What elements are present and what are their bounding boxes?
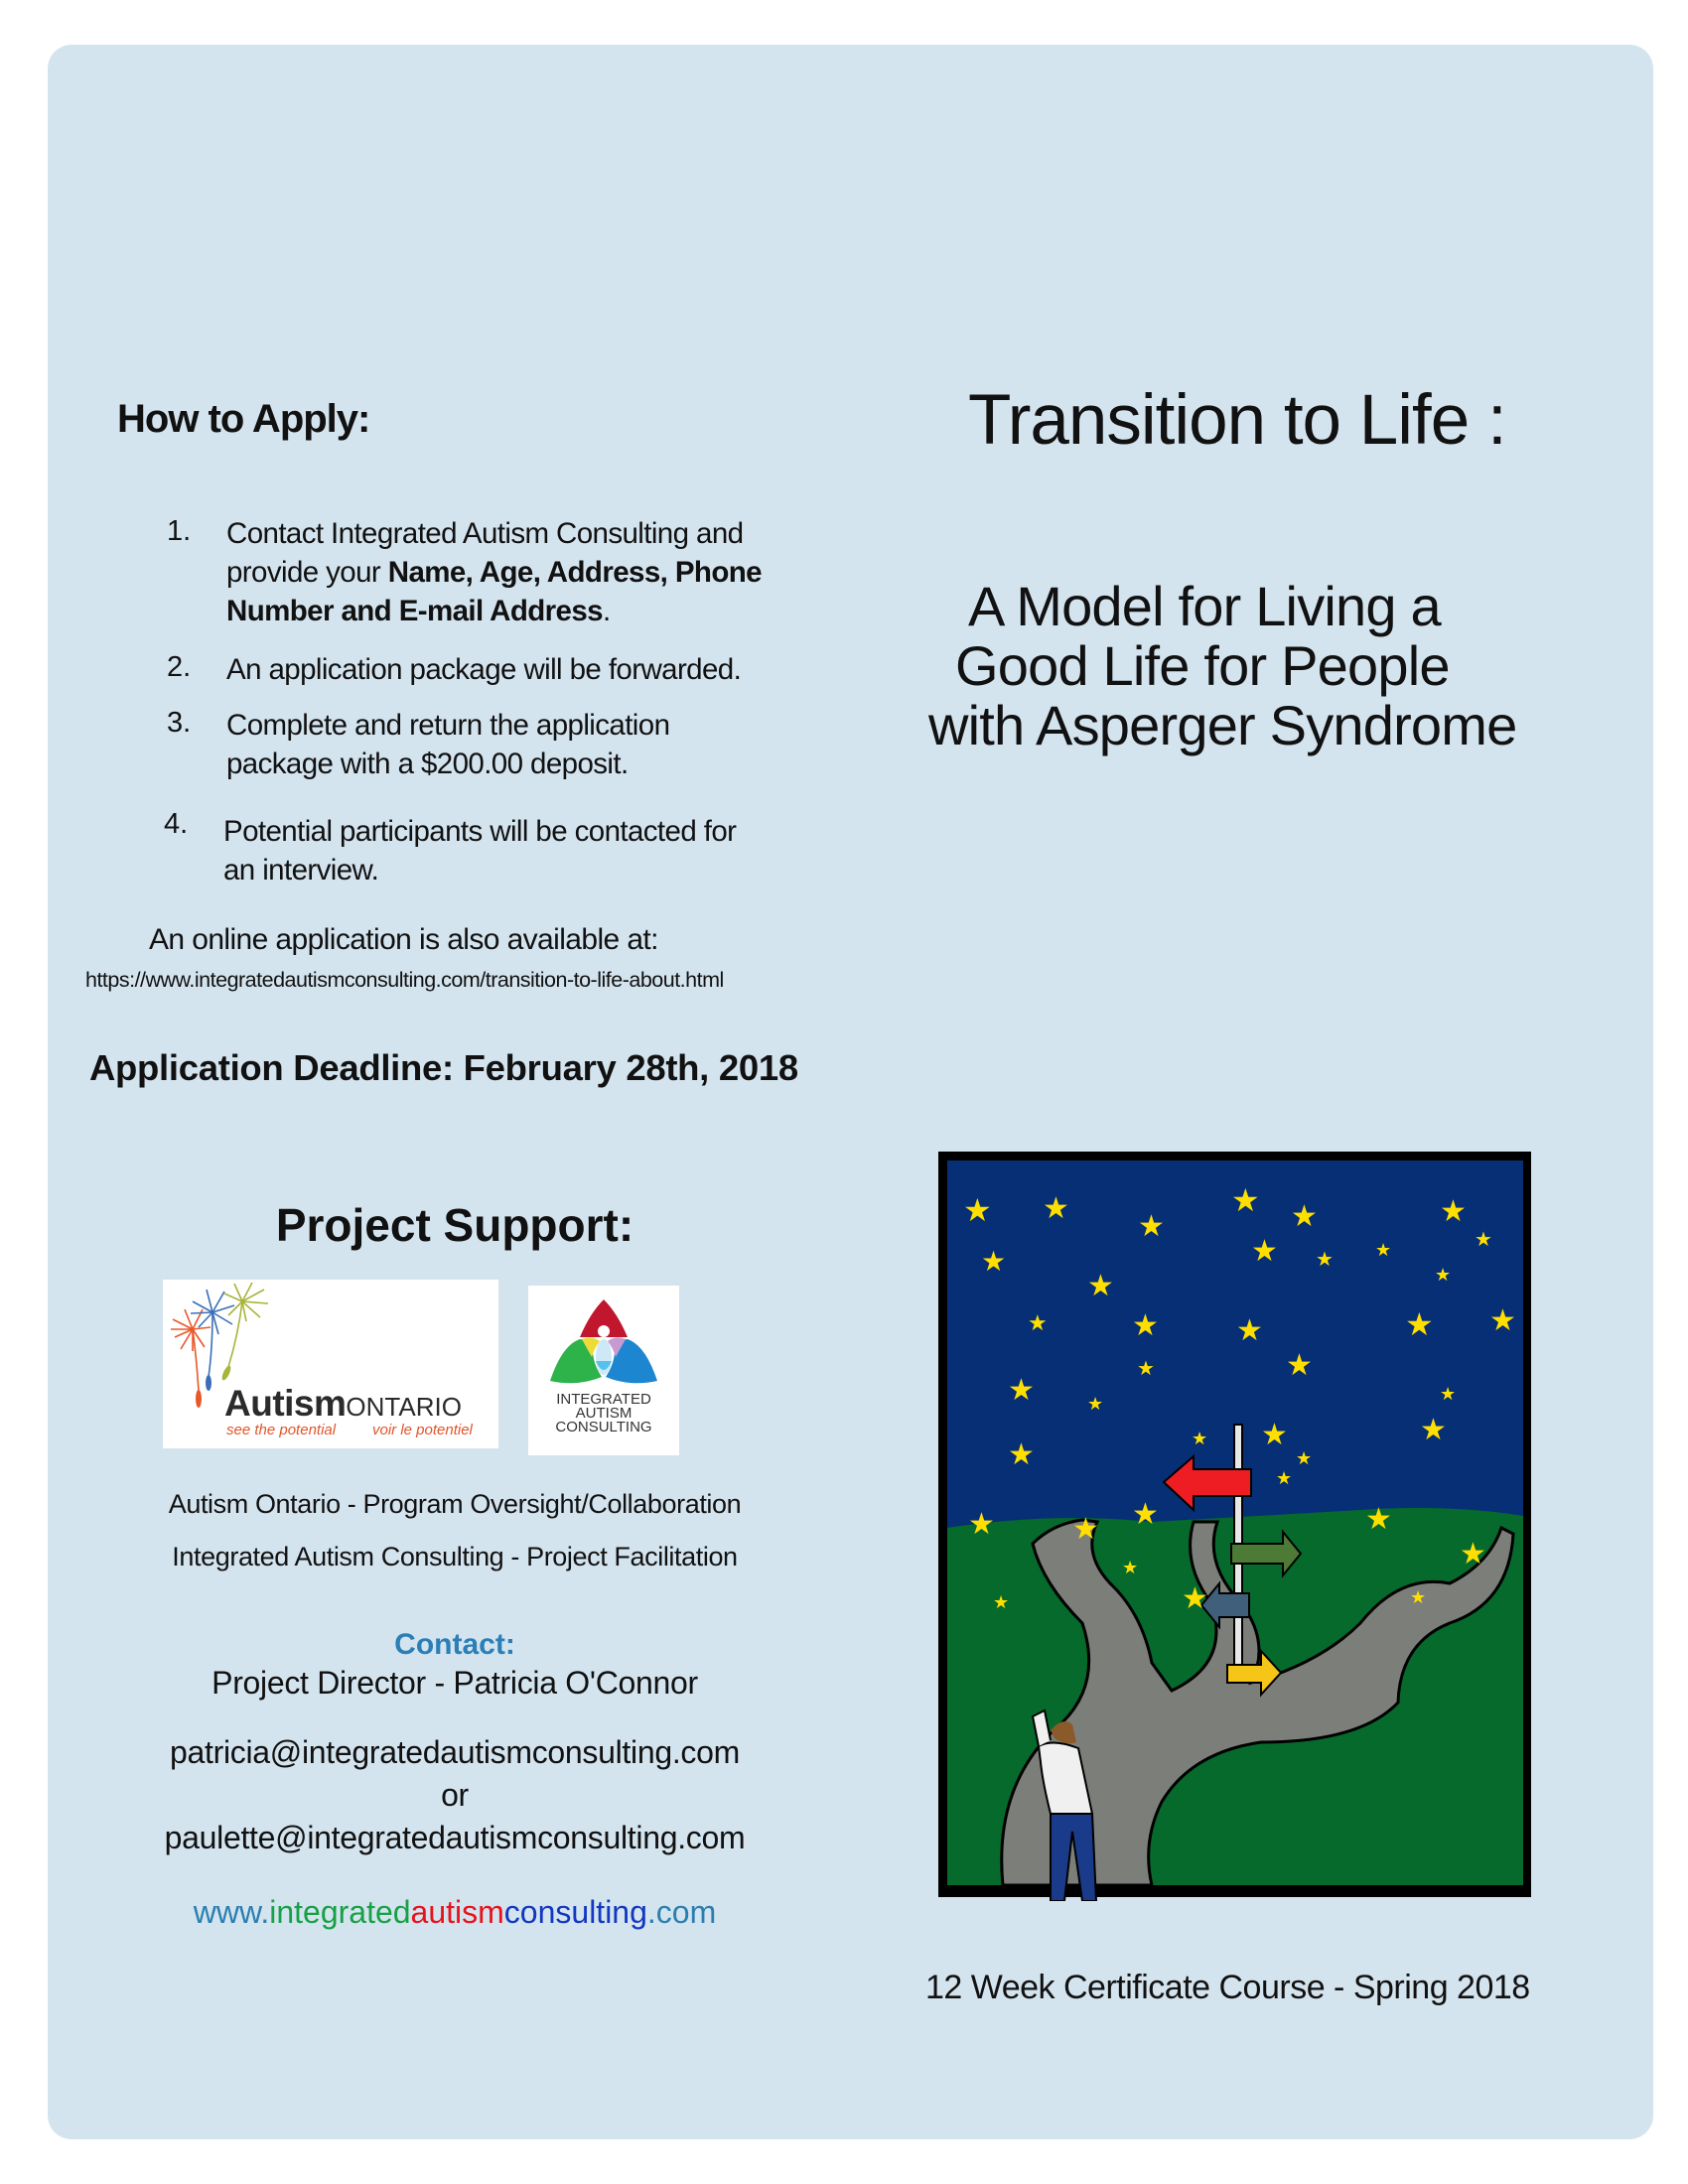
svg-text:★: ★ bbox=[1087, 1394, 1104, 1414]
svg-text:★: ★ bbox=[968, 1508, 995, 1541]
svg-text:★: ★ bbox=[1138, 1210, 1165, 1243]
crossroads-illustration bbox=[933, 1147, 1535, 1901]
subtitle-line: Good Life for People bbox=[955, 634, 1450, 697]
svg-text:★: ★ bbox=[1008, 1438, 1035, 1471]
step-text: Potential participants will be contacted for an interview. bbox=[223, 815, 737, 887]
svg-text:★: ★ bbox=[1132, 1309, 1159, 1342]
svg-text:★: ★ bbox=[1028, 1310, 1048, 1335]
tagline-fr: voir le potentiel bbox=[372, 1422, 473, 1438]
svg-text:★: ★ bbox=[1072, 1513, 1099, 1546]
svg-text:★: ★ bbox=[1132, 1498, 1159, 1531]
main-title: Transition to Life : bbox=[968, 381, 1506, 460]
course-info: 12 Week Certificate Course - Spring 2018 bbox=[925, 1969, 1530, 2006]
step-text: Contact Integrated Autism Consulting and provide your Name, Age, Address, Phone Number and E-mail Address. bbox=[226, 517, 762, 627]
step-number: 4. bbox=[164, 808, 189, 840]
svg-text:★: ★ bbox=[963, 1192, 992, 1228]
or-separator: or bbox=[441, 1777, 469, 1813]
svg-text:★: ★ bbox=[1137, 1358, 1155, 1380]
svg-text:★: ★ bbox=[1286, 1349, 1313, 1382]
svg-text:★: ★ bbox=[1251, 1235, 1278, 1268]
svg-text:★: ★ bbox=[1460, 1538, 1486, 1570]
svg-text:★: ★ bbox=[1435, 1265, 1452, 1285]
svg-text:★: ★ bbox=[1261, 1419, 1288, 1451]
svg-text:★: ★ bbox=[1405, 1306, 1434, 1342]
svg-text:★: ★ bbox=[1410, 1587, 1427, 1607]
svg-text:★: ★ bbox=[1291, 1200, 1318, 1233]
email-paulette[interactable]: paulette@integratedautismconsulting.com bbox=[164, 1820, 746, 1855]
step-number: 3. bbox=[167, 707, 192, 739]
svg-text:★: ★ bbox=[1087, 1270, 1114, 1302]
sponsor-role: Integrated Autism Consulting - Project Facilitation bbox=[172, 1542, 738, 1571]
sponsor-role: Autism Ontario - Program Oversight/Collaboration bbox=[168, 1489, 742, 1519]
iac-wordmark: INTEGRATED AUTISM CONSULTING bbox=[555, 1391, 652, 1435]
svg-text:★: ★ bbox=[1316, 1249, 1334, 1271]
subtitle-line: with Asperger Syndrome bbox=[928, 694, 1517, 756]
contact-label: Contact: bbox=[394, 1628, 515, 1661]
svg-text:★: ★ bbox=[1182, 1582, 1208, 1615]
iac-logo bbox=[528, 1286, 679, 1455]
online-application-link[interactable]: https://www.integratedautismconsulting.com/transition-to-life-about.html bbox=[85, 968, 724, 992]
starry-night-crossroads-icon bbox=[933, 1147, 1535, 1901]
tagline-en: see the potential bbox=[226, 1422, 337, 1438]
svg-text:★: ★ bbox=[1420, 1414, 1447, 1446]
svg-text:★: ★ bbox=[1440, 1384, 1457, 1404]
step-text: Complete and return the application package with a $200.00 deposit. bbox=[226, 709, 670, 780]
svg-text:★: ★ bbox=[1296, 1448, 1313, 1468]
autism-ontario-wordmark: AutismONTARIO bbox=[224, 1383, 462, 1424]
svg-text:★: ★ bbox=[1192, 1429, 1208, 1448]
svg-text:★: ★ bbox=[1276, 1468, 1293, 1488]
how-to-apply-heading: How to Apply: bbox=[117, 397, 370, 441]
step-number: 2. bbox=[167, 651, 192, 683]
svg-text:★: ★ bbox=[1122, 1558, 1139, 1577]
step-number: 1. bbox=[167, 515, 192, 547]
svg-text:★: ★ bbox=[993, 1592, 1010, 1612]
svg-text:★: ★ bbox=[1236, 1314, 1263, 1347]
step-text: An application package will be forwarded. bbox=[226, 653, 742, 686]
autism-ontario-logo bbox=[163, 1280, 498, 1448]
svg-text:★: ★ bbox=[981, 1246, 1007, 1277]
svg-text:★: ★ bbox=[1365, 1503, 1392, 1536]
application-deadline: Application Deadline: February 28th, 2018 bbox=[89, 1047, 798, 1088]
svg-text:★: ★ bbox=[1375, 1240, 1392, 1260]
svg-text:★: ★ bbox=[1489, 1304, 1516, 1337]
project-support-heading: Project Support: bbox=[275, 1199, 634, 1251]
svg-text:★: ★ bbox=[1008, 1374, 1035, 1407]
online-application-note: An online application is also available at: bbox=[149, 923, 658, 956]
svg-text:★: ★ bbox=[1475, 1229, 1492, 1251]
iac-trefoil-icon bbox=[528, 1286, 679, 1395]
svg-text:★: ★ bbox=[1440, 1195, 1467, 1228]
svg-text:★: ★ bbox=[1231, 1182, 1260, 1218]
svg-text:★: ★ bbox=[1043, 1192, 1069, 1225]
subtitle-line: A Model for Living a bbox=[968, 575, 1441, 637]
project-director: Project Director - Patricia O'Connor bbox=[211, 1665, 698, 1701]
website-link[interactable]: www.integratedautismconsulting.com bbox=[193, 1894, 717, 1930]
email-patricia[interactable]: patricia@integratedautismconsulting.com bbox=[170, 1734, 740, 1770]
